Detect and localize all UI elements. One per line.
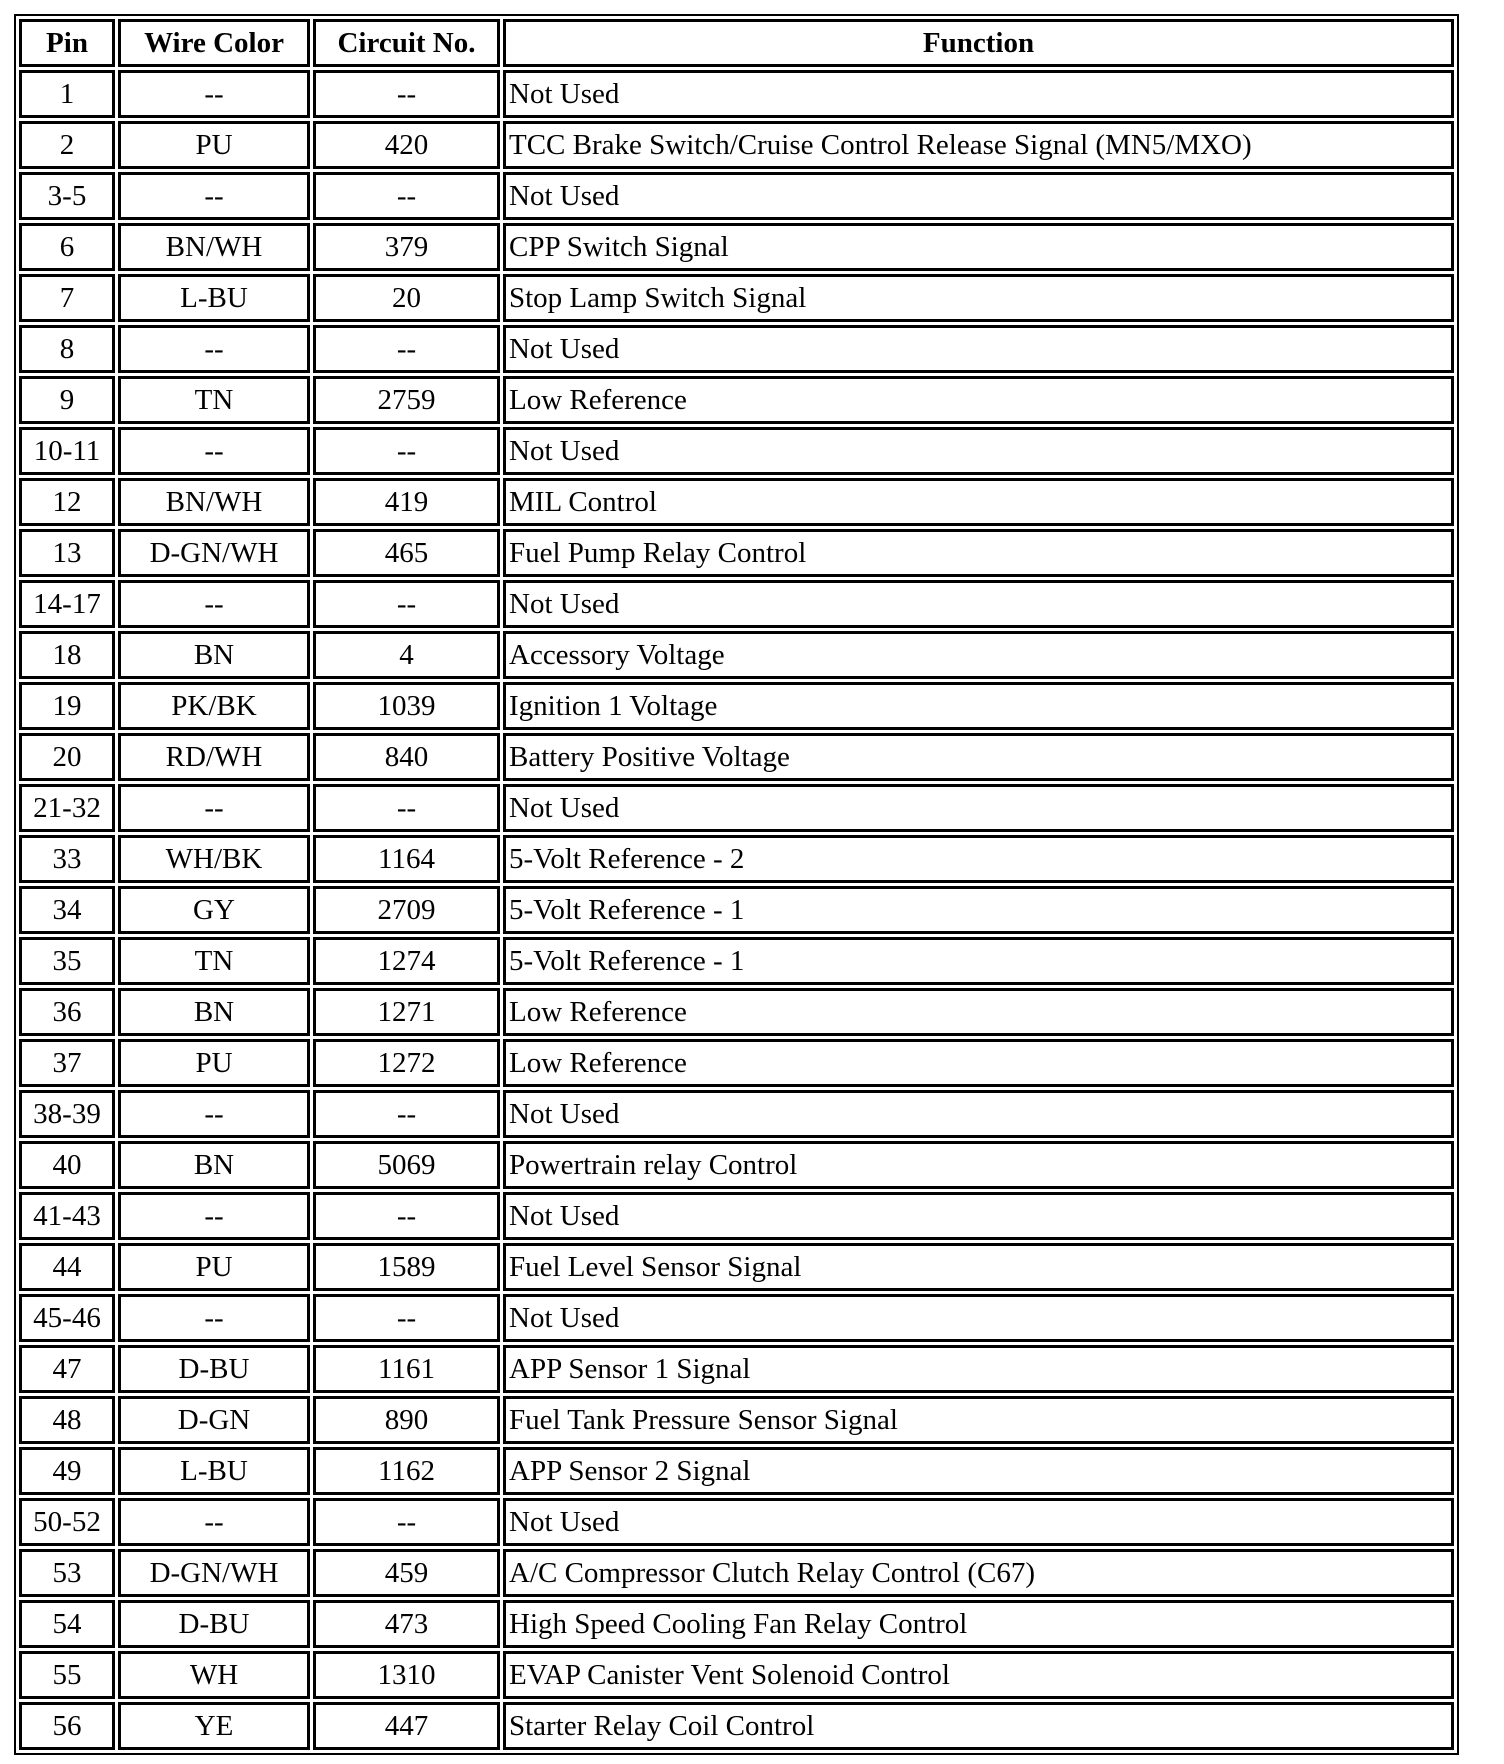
wire-color-cell: -- (118, 1192, 310, 1240)
wire-color-cell: D-GN (118, 1396, 310, 1444)
circuit-no-cell: -- (313, 580, 500, 628)
table-row (19, 580, 1454, 628)
wire-color-cell: WH/BK (118, 835, 310, 883)
pin-cell: 6 (19, 223, 115, 271)
table-row (19, 529, 1454, 577)
pin-cell: 36 (19, 988, 115, 1036)
table-row (19, 1039, 1454, 1087)
circuit-no-cell: 1039 (313, 682, 500, 730)
pin-cell: 56 (19, 1702, 115, 1750)
wire-color-cell: BN/WH (118, 478, 310, 526)
function-cell: CPP Switch Signal (503, 223, 1454, 271)
wire-color-cell: L-BU (118, 274, 310, 322)
function-cell: Not Used (503, 1294, 1454, 1342)
pin-cell: 54 (19, 1600, 115, 1648)
function-cell: Not Used (503, 70, 1454, 118)
connector-pinout-table (14, 14, 1459, 1755)
function-cell: Powertrain relay Control (503, 1141, 1454, 1189)
function-cell: Low Reference (503, 1039, 1454, 1087)
table-row (19, 1243, 1454, 1291)
function-cell: Not Used (503, 325, 1454, 373)
pin-cell: 20 (19, 733, 115, 781)
header-row (19, 19, 1454, 67)
table-row (19, 1702, 1454, 1750)
pin-cell: 19 (19, 682, 115, 730)
table-row (19, 1447, 1454, 1495)
wire-color-cell: PK/BK (118, 682, 310, 730)
function-cell: 5-Volt Reference - 1 (503, 886, 1454, 934)
pin-cell: 2 (19, 121, 115, 169)
pin-cell: 53 (19, 1549, 115, 1597)
pin-cell: 35 (19, 937, 115, 985)
pin-cell: 38-39 (19, 1090, 115, 1138)
wire-color-cell: WH (118, 1651, 310, 1699)
wire-color-cell: D-GN/WH (118, 529, 310, 577)
table-row (19, 121, 1454, 169)
wire-color-cell: -- (118, 172, 310, 220)
pin-cell: 48 (19, 1396, 115, 1444)
function-cell: Fuel Tank Pressure Sensor Signal (503, 1396, 1454, 1444)
table-row (19, 1345, 1454, 1393)
header-function: Function (503, 19, 1454, 67)
table-row (19, 1396, 1454, 1444)
function-cell: APP Sensor 2 Signal (503, 1447, 1454, 1495)
circuit-no-cell: 1162 (313, 1447, 500, 1495)
table-row (19, 784, 1454, 832)
circuit-no-cell: -- (313, 784, 500, 832)
table-row (19, 1090, 1454, 1138)
circuit-no-cell: 459 (313, 1549, 500, 1597)
function-cell: Starter Relay Coil Control (503, 1702, 1454, 1750)
function-cell: Fuel Pump Relay Control (503, 529, 1454, 577)
circuit-no-cell: -- (313, 1498, 500, 1546)
table-row (19, 835, 1454, 883)
pin-cell: 41-43 (19, 1192, 115, 1240)
function-cell: High Speed Cooling Fan Relay Control (503, 1600, 1454, 1648)
pin-cell: 10-11 (19, 427, 115, 475)
pin-cell: 18 (19, 631, 115, 679)
pin-cell: 40 (19, 1141, 115, 1189)
table-row (19, 733, 1454, 781)
table-row (19, 682, 1454, 730)
wire-color-cell: -- (118, 1294, 310, 1342)
circuit-no-cell: 5069 (313, 1141, 500, 1189)
wire-color-cell: L-BU (118, 1447, 310, 1495)
function-cell: Not Used (503, 172, 1454, 220)
function-cell: Accessory Voltage (503, 631, 1454, 679)
wire-color-cell: -- (118, 784, 310, 832)
circuit-no-cell: 20 (313, 274, 500, 322)
table-row (19, 427, 1454, 475)
wire-color-cell: -- (118, 1090, 310, 1138)
wire-color-cell: -- (118, 580, 310, 628)
table-row (19, 1192, 1454, 1240)
table-row (19, 1498, 1454, 1546)
pin-cell: 3-5 (19, 172, 115, 220)
function-cell: 5-Volt Reference - 2 (503, 835, 1454, 883)
circuit-no-cell: -- (313, 427, 500, 475)
pin-cell: 12 (19, 478, 115, 526)
table-row (19, 223, 1454, 271)
pin-cell: 13 (19, 529, 115, 577)
wire-color-cell: TN (118, 937, 310, 985)
function-cell: Not Used (503, 1192, 1454, 1240)
wire-color-cell: PU (118, 1243, 310, 1291)
table-row (19, 1600, 1454, 1648)
circuit-no-cell: -- (313, 1294, 500, 1342)
function-cell: Low Reference (503, 376, 1454, 424)
circuit-no-cell: -- (313, 70, 500, 118)
table-row (19, 325, 1454, 373)
circuit-no-cell: -- (313, 1192, 500, 1240)
wire-color-cell: RD/WH (118, 733, 310, 781)
pin-cell: 47 (19, 1345, 115, 1393)
circuit-no-cell: 1271 (313, 988, 500, 1036)
pin-cell: 33 (19, 835, 115, 883)
header-pin: Pin (19, 19, 115, 67)
wire-color-cell: -- (118, 70, 310, 118)
pin-cell: 45-46 (19, 1294, 115, 1342)
circuit-no-cell: 840 (313, 733, 500, 781)
function-cell: Low Reference (503, 988, 1454, 1036)
wire-color-cell: YE (118, 1702, 310, 1750)
function-cell: EVAP Canister Vent Solenoid Control (503, 1651, 1454, 1699)
function-cell: TCC Brake Switch/Cruise Control Release Signal (MN5/MXO) (503, 121, 1454, 169)
wire-color-cell: PU (118, 1039, 310, 1087)
wire-color-cell: BN (118, 1141, 310, 1189)
function-cell: APP Sensor 1 Signal (503, 1345, 1454, 1393)
function-cell: Not Used (503, 784, 1454, 832)
table-row (19, 988, 1454, 1036)
circuit-no-cell: 1272 (313, 1039, 500, 1087)
circuit-no-cell: -- (313, 325, 500, 373)
circuit-no-cell: 1161 (313, 1345, 500, 1393)
table-row (19, 172, 1454, 220)
pin-cell: 9 (19, 376, 115, 424)
function-cell: Not Used (503, 580, 1454, 628)
function-cell: Not Used (503, 1090, 1454, 1138)
pin-cell: 1 (19, 70, 115, 118)
pin-cell: 14-17 (19, 580, 115, 628)
circuit-no-cell: 420 (313, 121, 500, 169)
circuit-no-cell: 2709 (313, 886, 500, 934)
pin-cell: 21-32 (19, 784, 115, 832)
circuit-no-cell: 1310 (313, 1651, 500, 1699)
pin-cell: 44 (19, 1243, 115, 1291)
wire-color-cell: D-BU (118, 1600, 310, 1648)
function-cell: Not Used (503, 1498, 1454, 1546)
wire-color-cell: -- (118, 427, 310, 475)
table-row (19, 631, 1454, 679)
pin-cell: 55 (19, 1651, 115, 1699)
function-cell: MIL Control (503, 478, 1454, 526)
circuit-no-cell: 1274 (313, 937, 500, 985)
pin-cell: 8 (19, 325, 115, 373)
function-cell: Fuel Level Sensor Signal (503, 1243, 1454, 1291)
table-row (19, 1651, 1454, 1699)
circuit-no-cell: 447 (313, 1702, 500, 1750)
circuit-no-cell: 890 (313, 1396, 500, 1444)
circuit-no-cell: -- (313, 172, 500, 220)
circuit-no-cell: 2759 (313, 376, 500, 424)
table-row (19, 70, 1454, 118)
wire-color-cell: GY (118, 886, 310, 934)
circuit-no-cell: -- (313, 1090, 500, 1138)
function-cell: A/C Compressor Clutch Relay Control (C67) (503, 1549, 1454, 1597)
table-row (19, 1141, 1454, 1189)
function-cell: Not Used (503, 427, 1454, 475)
wire-color-cell: D-BU (118, 1345, 310, 1393)
wire-color-cell: PU (118, 121, 310, 169)
table-row (19, 274, 1454, 322)
table-row (19, 376, 1454, 424)
pin-cell: 7 (19, 274, 115, 322)
pin-cell: 49 (19, 1447, 115, 1495)
function-cell: Battery Positive Voltage (503, 733, 1454, 781)
table-row (19, 886, 1454, 934)
table-row (19, 937, 1454, 985)
header-circuit-no: Circuit No. (313, 19, 500, 67)
pin-cell: 37 (19, 1039, 115, 1087)
header-wire-color: Wire Color (118, 19, 310, 67)
function-cell: Stop Lamp Switch Signal (503, 274, 1454, 322)
wire-color-cell: BN (118, 631, 310, 679)
table-body (19, 70, 1454, 1750)
wire-color-cell: -- (118, 1498, 310, 1546)
circuit-no-cell: 473 (313, 1600, 500, 1648)
wire-color-cell: BN/WH (118, 223, 310, 271)
circuit-no-cell: 4 (313, 631, 500, 679)
pin-cell: 50-52 (19, 1498, 115, 1546)
circuit-no-cell: 1164 (313, 835, 500, 883)
circuit-no-cell: 465 (313, 529, 500, 577)
wire-color-cell: -- (118, 325, 310, 373)
circuit-no-cell: 1589 (313, 1243, 500, 1291)
circuit-no-cell: 379 (313, 223, 500, 271)
wire-color-cell: BN (118, 988, 310, 1036)
table-row (19, 1549, 1454, 1597)
table-row (19, 478, 1454, 526)
circuit-no-cell: 419 (313, 478, 500, 526)
function-cell: Ignition 1 Voltage (503, 682, 1454, 730)
function-cell: 5-Volt Reference - 1 (503, 937, 1454, 985)
table-row (19, 1294, 1454, 1342)
wire-color-cell: D-GN/WH (118, 1549, 310, 1597)
pin-cell: 34 (19, 886, 115, 934)
wire-color-cell: TN (118, 376, 310, 424)
